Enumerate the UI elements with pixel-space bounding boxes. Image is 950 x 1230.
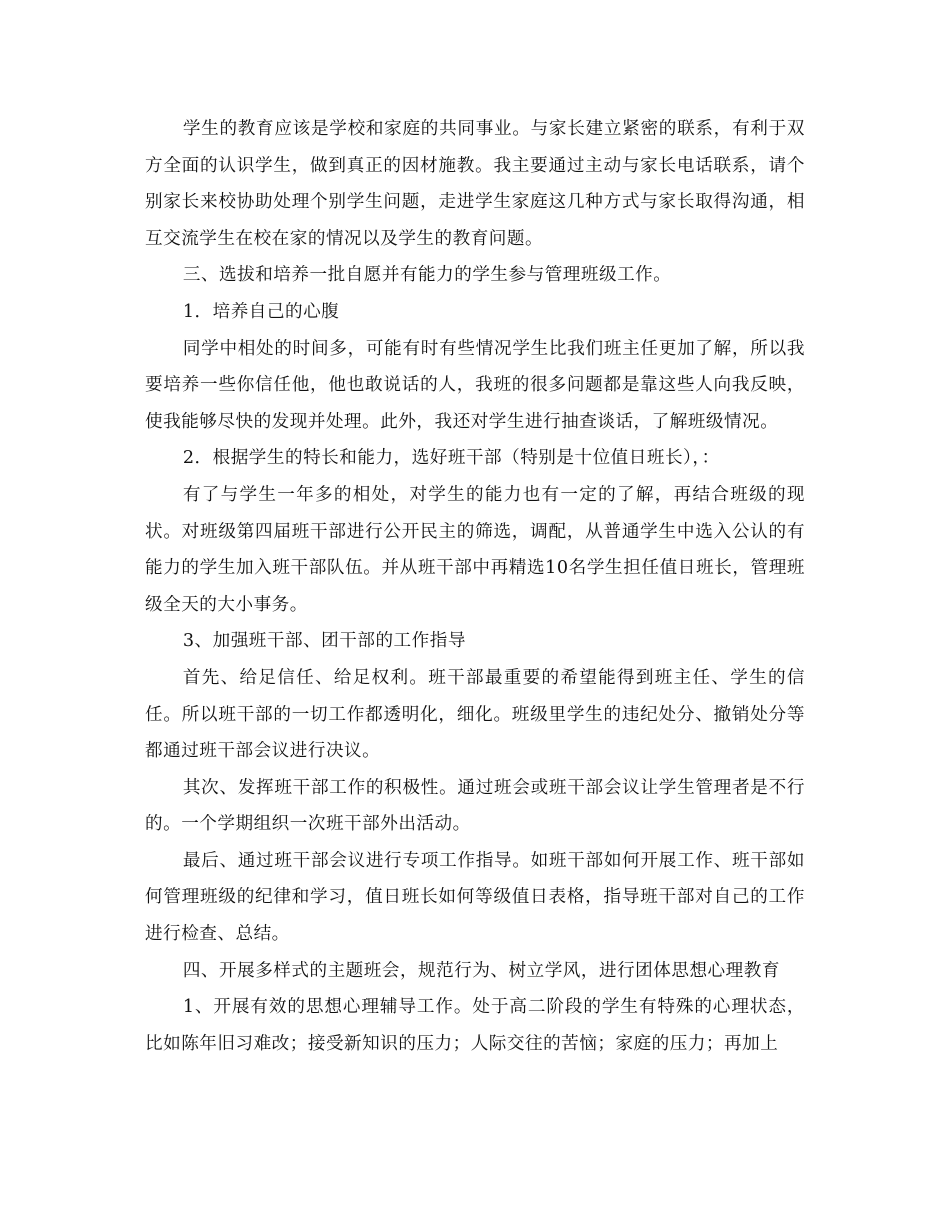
paragraph-home-school-contact: 学生的教育应该是学校和家庭的共同事业。与家长建立紧密的联系，有利于双方全面的认识学生，做到真正的因材施教。我主要通过主动与家长电话联系，请个别家长来校协助处理个别学生问题，走进学生家庭这几种方式与家长取得沟通，相互交流学生在校在家的情况以及学生的教育问题。 (145, 119, 805, 249)
heading-section-four: 四、开展多样式的主题班会，规范行为、树立学风，进行团体思想心理教育 (182, 960, 780, 981)
paragraph-guidance: 最后、通过班干部会议进行专项工作指导。如班干部如何开展工作、班干部如何管理班级的纪律和学习，值日班长如何等级值日表格，指导班干部对自己的工作进行检查、总结。 (145, 850, 805, 945)
document-body (145, 111, 805, 1062)
subheading-cadre-guidance: 3、加强班干部、团干部的工作指导 (182, 631, 466, 652)
subheading-select-cadres: 2．根据学生的特长和能力，选好班干部（特别是十位值日班长），： (182, 448, 720, 469)
heading-section-three: 三、选拔和培养一批自愿并有能力的学生参与管理班级工作。 (182, 265, 672, 286)
paragraph-psych-counseling: 1、开展有效的思想心理辅导工作。处于高二阶段的学生有特殊的心理状态，比如陈年旧习难改；接受新知识的压力；人际交往的苦恼；家庭的压力；再加上 (145, 997, 805, 1054)
subheading-confidants: 1．培养自己的心腹 (182, 301, 340, 322)
paragraph-confidants: 同学中相处的时间多，可能有时有些情况学生比我们班主任更加了解，所以我要培养一些你信任他，他也敢说话的人，我班的很多问题都是靠这些人向我反映，使我能够尽快的发现并处理。此外，我还对学生进行抽查谈话，了解班级情况。 (145, 338, 805, 432)
paragraph-select-cadres: 有了与学生一年多的相处，对学生的能力也有一定的了解，再结合班级的现状。对班级第四届班干部进行公开民主的筛选，调配，从普通学生中选入公认的有能力的学生加入班干部队伍。并从班干部中再精选10名学生担任值日班长，管理班级全天的大小事务。 (145, 484, 805, 615)
paragraph-enthusiasm: 其次、发挥班干部工作的积极性。通过班会或班干部会议让学生管理者是不行的。一个学期组织一次班干部外出活动。 (145, 777, 805, 835)
paragraph-trust: 首先、给足信任、给足权利。班干部最重要的希望能得到班主任、学生的信任。所以班干部的一切工作都透明化，细化。班级里学生的违纪处分、撤销处分等都通过班干部会议进行决议。 (145, 667, 805, 762)
